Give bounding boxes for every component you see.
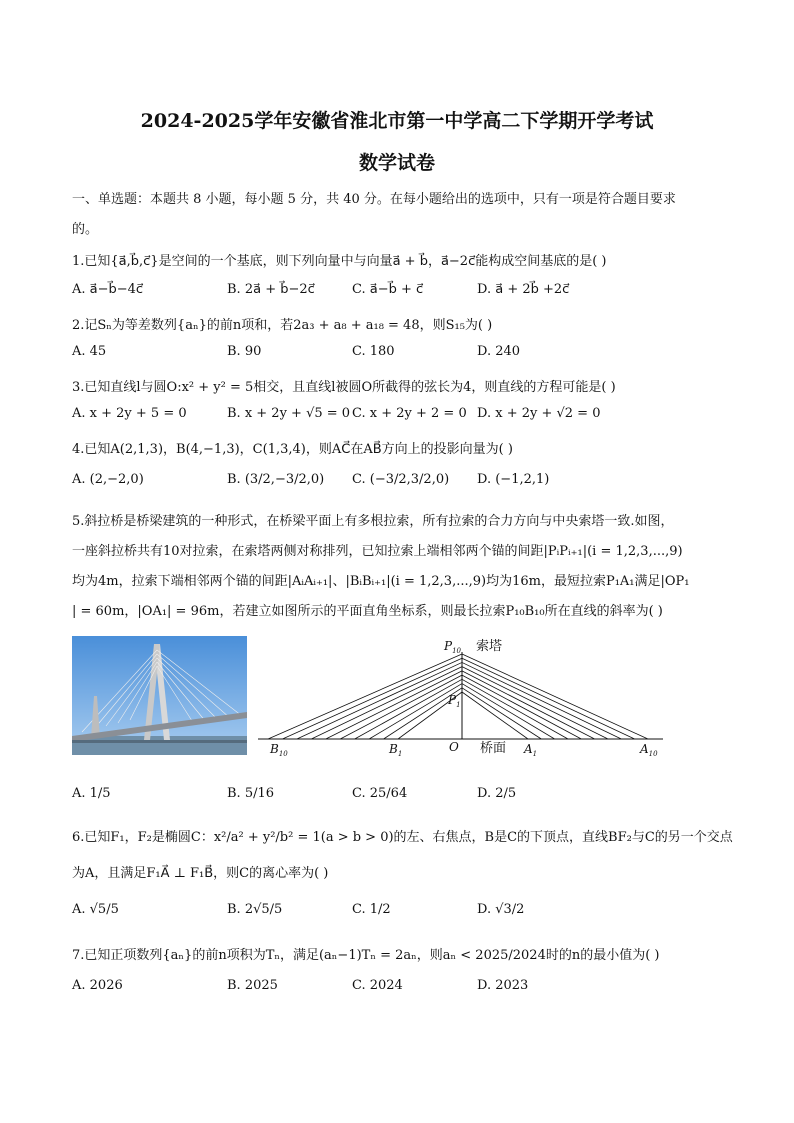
q5-option-d: D. 2/5 [477,786,517,801]
q6-option-b: B. 2√5/5 [227,902,283,917]
question-1-stem: 1.已知{a⃗,b⃗,c⃗}是空间的一个基底，则下列向量中与向量a⃗ + b⃗，a⃗−2c⃗能构成空间基底的是( ) [72,254,607,269]
question-5-line1: 5.斜拉桥是桥梁建筑的一种形式，在桥梁平面上有多根拉索，所有拉索的合力方向与中央索塔一致.如图， [72,514,674,529]
section-heading-line1: 一、单选题：本题共 8 小题，每小题 5 分，共 40 分。在每小题给出的选项中，只有一项是符合题目要求 [72,192,676,207]
section-heading-line2: 的。 [72,222,99,237]
q2-option-b: B. 90 [227,344,262,359]
cable-left-4 [355,679,462,739]
q4-option-b: B. (3/2,−3/2,0) [227,472,325,487]
cable-right-7 [462,667,608,739]
p1-label: $P_1$ [448,693,461,709]
q6-option-d: D. √3/2 [477,902,525,917]
origin-label: O [449,740,459,754]
cable-right-1 [462,692,528,739]
cable-left-8 [297,662,462,739]
q5-option-a: A. 1/5 [72,786,111,801]
q2-option-c: C. 180 [352,344,395,359]
q1-option-b: B. 2a⃗ + b⃗−2c⃗ [227,282,315,297]
q7-option-a: A. 2026 [72,978,123,993]
q5-option-c: C. 25/64 [352,786,408,801]
cable-left-5 [340,675,462,739]
q1-option-c: C. a⃗−b⃗ + c⃗ [352,282,424,297]
cable-bridge-photo [72,636,247,755]
q5-option-b: B. 5/16 [227,786,275,801]
bridge-diagram [258,632,668,766]
cable-right-6 [462,671,595,739]
q4-option-a: A. (2,−2,0) [72,472,144,487]
question-5-line2: 一座斜拉桥共有10对拉索，在索塔两侧对称排列，已知拉索上端相邻两个锚的间距|PᵢPᵢ₊₁|(i = 1,2,3,...,9) [72,544,683,559]
q2-option-a: A. 45 [72,344,107,359]
question-7-stem: 7.已知正项数列{aₙ}的前n项积为Tₙ，满足(aₙ−1)Tₙ = 2aₙ，则aₙ < 2025/2024时的n的最小值为( ) [72,948,660,963]
cable-right-10 [462,654,648,739]
b10-label: $B_{10}$ [270,742,288,758]
a1-label: $A_1$ [524,742,538,758]
question-4-stem: 4.已知A(2,1,3)，B(4,−1,3)，C(1,3,4)，则AC⃗在AB⃗方向上的投影向量为( ) [72,442,513,457]
q7-option-d: D. 2023 [477,978,529,993]
q2-option-d: D. 240 [477,344,521,359]
deck-label: 桥面 [480,741,507,756]
q6-option-a: A. √5/5 [72,902,119,917]
q3-option-a: A. x + 2y + 5 = 0 [72,406,187,421]
q6-option-c: C. 1/2 [352,902,391,917]
cable-right-5 [462,675,581,739]
q3-option-b: B. x + 2y + √5 = 0 [227,406,351,421]
q1-option-d: D. a⃗ + 2b⃗ +2c⃗ [477,282,570,297]
question-3-stem: 3.已知直线l与圆O:x² + y² = 5相交，且直线l被圆O所截得的弦长为4，则直线的方程可能是( ) [72,380,616,395]
q7-option-c: C. 2024 [352,978,403,993]
question-5-line3: 均为4m，拉索下端相邻两个锚的间距|AᵢAᵢ₊₁|、|BᵢBᵢ₊₁|(i = 1,2,3,...,9)均为16m，最短拉索P₁A₁满足|OP₁ [72,574,690,589]
cable-right-2 [462,688,541,739]
q7-option-b: B. 2025 [227,978,278,993]
question-6-line2: 为A，且满足F₁A⃗ ⊥ F₁B⃗，则C的离心率为( ) [72,866,329,881]
tower-top-label: $P_{10}$ [444,639,461,655]
q4-option-d: D. (−1,2,1) [477,472,550,487]
exam-subtitle: 数学试卷 [358,152,435,174]
question-2-stem: 2.记Sₙ为等差数列{aₙ}的前n项和，若2a₃ + a₈ + a₁₈ = 48，则S₁₅为( ) [72,318,493,333]
cable-left-9 [282,658,462,739]
question-5-line4: | = 60m，|OA₁| = 96m，若建立如图所示的平面直角坐标系，则最长拉索P₁₀B₁₀所在直线的斜率为( ) [72,604,663,619]
q4-option-c: C. (−3/2,3/2,0) [352,472,450,487]
question-6-line1: 6.已知F₁，F₂是椭圆C：x²/a² + y²/b² = 1(a > b > 0)的左、右焦点，B是C的下顶点，直线BF₂与C的另一个交点 [72,830,733,845]
exam-title: 2024-2025学年安徽省淮北市第一中学高二下学期开学考试 [140,110,654,132]
cable-left-3 [369,684,462,739]
b1-label: $B_1$ [389,742,403,758]
q3-option-d: D. x + 2y + √2 = 0 [477,406,601,421]
tower-label: 索塔 [476,639,503,654]
q3-option-c: C. x + 2y + 2 = 0 [352,406,467,421]
a10-label: $A_{10}$ [640,742,658,758]
q1-option-a: A. a⃗−b⃗−4c⃗ [72,282,144,297]
cable-right-8 [462,662,621,739]
